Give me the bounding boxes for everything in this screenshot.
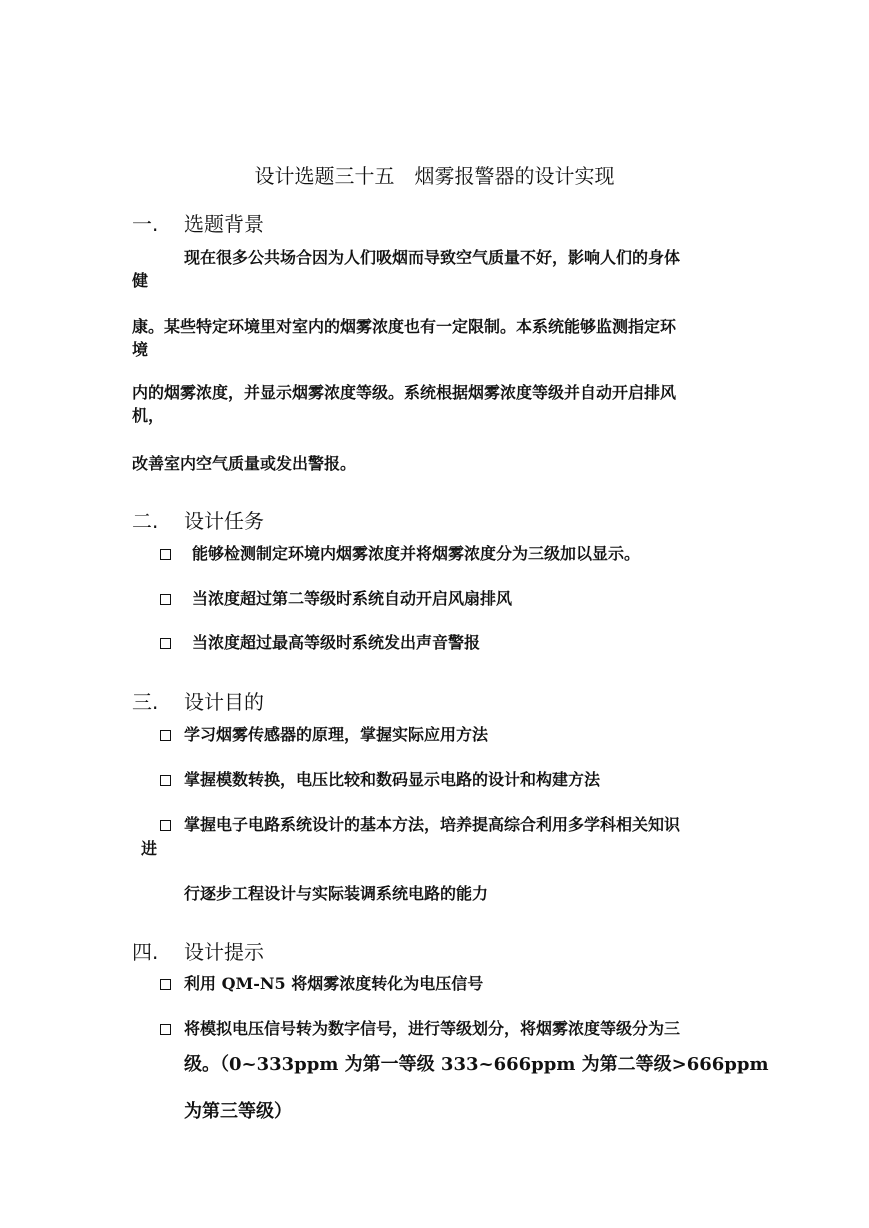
section-1-line-2-wrap: 境 — [132, 340, 149, 359]
section-1-line-2: 康。某些特定环境里对室内的烟雾浓度也有一定限制。本系统能够监测指定环 — [132, 317, 677, 336]
checkbox-icon — [160, 975, 171, 994]
section-4-number: 四. — [132, 940, 159, 964]
section-4-continuation-2: 为第三等级） — [184, 1101, 292, 1122]
section-3-number: 三. — [132, 690, 159, 714]
section-2-item-2: 当浓度超过第二等级时系统自动开启风扇排风 — [192, 589, 513, 608]
section-3-item-1: 学习烟雾传感器的原理，掌握实际应用方法 — [184, 725, 489, 744]
checkbox-icon — [160, 726, 171, 745]
checkbox-icon — [160, 1020, 171, 1039]
section-3-heading: 设计目的 — [184, 690, 264, 714]
section-2-heading: 设计任务 — [184, 509, 264, 533]
section-3-item-2: 掌握模数转换，电压比较和数码显示电路的设计和构建方法 — [184, 770, 601, 789]
section-3-continuation: 行逐步工程设计与实际装调系统电路的能力 — [184, 884, 489, 903]
section-2-item-1: 能够检测制定环境内烟雾浓度并将烟雾浓度分为三级加以显示。 — [192, 544, 641, 563]
section-1-line-3: 内的烟雾浓度，并显示烟雾浓度等级。系统根据烟雾浓度等级并自动开启排风 — [132, 383, 677, 402]
section-3-item-3: 掌握电子电路系统设计的基本方法，培养提高综合利用多学科相关知识 — [184, 815, 681, 834]
checkbox-icon — [160, 545, 171, 564]
section-4-continuation-1: 级。（0~333ppm 为第一等级 333~666ppm 为第二等级>666ppm — [184, 1054, 769, 1075]
checkbox-icon — [160, 771, 171, 790]
section-1-line-1: 现在很多公共场合因为人们吸烟而导致空气质量不好，影响人们的身体 — [184, 248, 681, 267]
section-4-item-1: 利用 QM-N5 将烟雾浓度转化为电压信号 — [184, 974, 484, 993]
page-title: 设计选题三十五 烟雾报警器的设计实现 — [254, 164, 615, 188]
section-1-heading: 选题背景 — [184, 212, 264, 236]
section-1-line-4: 改善室内空气质量或发出警报。 — [132, 454, 357, 473]
section-3-item-3-wrap: 进 — [141, 839, 158, 858]
section-1-line-3-wrap: 机， — [132, 406, 165, 425]
section-1-number: 一. — [132, 212, 159, 236]
checkbox-icon — [160, 634, 171, 653]
section-4-item-2: 将模拟电压信号转为数字信号，进行等级划分，将烟雾浓度等级分为三 — [184, 1019, 681, 1038]
checkbox-icon — [160, 590, 171, 609]
section-1-line-1-wrap: 健 — [132, 271, 149, 290]
section-2-item-3: 当浓度超过最高等级时系统发出声音警报 — [192, 633, 481, 652]
section-4-heading: 设计提示 — [184, 940, 264, 964]
section-2-number: 二. — [132, 509, 159, 533]
checkbox-icon — [160, 816, 171, 835]
